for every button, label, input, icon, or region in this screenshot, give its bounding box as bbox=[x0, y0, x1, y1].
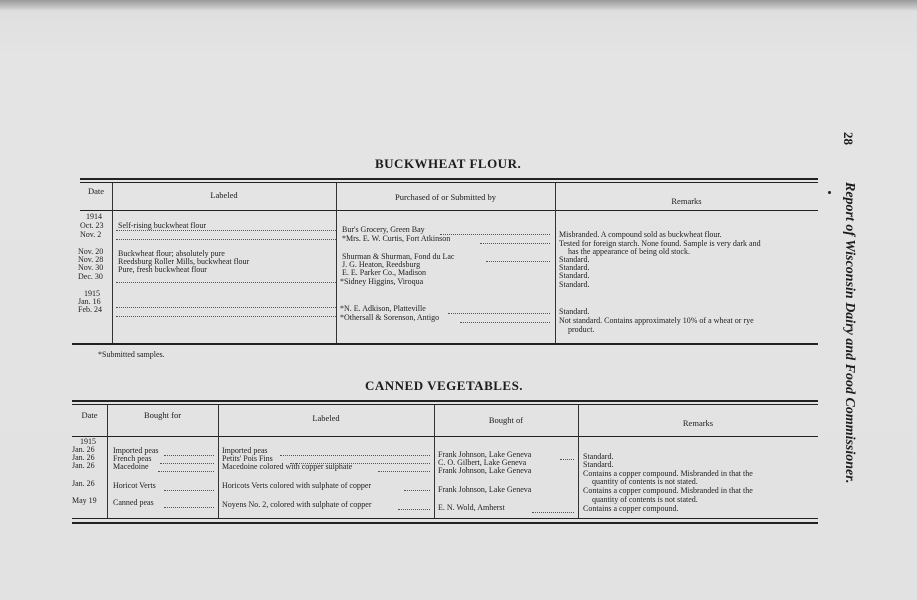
column-rule bbox=[107, 405, 108, 518]
table-rule bbox=[72, 343, 818, 345]
row-labeled: Macedoine colored with copper sulphate bbox=[222, 462, 353, 471]
header-labeled: Labeled bbox=[312, 413, 340, 423]
leader-line bbox=[116, 282, 336, 283]
row-remarks: Standard. bbox=[583, 460, 614, 469]
leader-line bbox=[116, 316, 336, 317]
header-bought-for: Bought for bbox=[143, 410, 182, 420]
canned-title: CANNED VEGETABLES. bbox=[365, 378, 524, 393]
table-rule bbox=[72, 436, 818, 437]
row-purchased: *Mrs. E. W. Curtis, Fort Atkinson bbox=[342, 234, 451, 243]
row-date: Jan. 26 bbox=[72, 479, 95, 488]
leader-line bbox=[116, 239, 336, 240]
leader-line bbox=[164, 507, 214, 508]
leader-line bbox=[378, 471, 430, 472]
leader-line bbox=[160, 463, 214, 464]
leader-line bbox=[480, 243, 550, 244]
row-purchased: E. E. Parker Co., Madison bbox=[342, 268, 426, 277]
header-labeled: Labeled bbox=[210, 190, 238, 200]
row-labeled: Horicots Verts colored with sulphate of copper bbox=[222, 481, 372, 490]
row-purchased: *Othersall & Sorenson, Antigo bbox=[340, 313, 440, 322]
leader-line bbox=[440, 234, 550, 235]
leader-line bbox=[116, 230, 336, 231]
row-bought-for: Horicot Verts bbox=[113, 481, 156, 490]
header-date: Date bbox=[87, 186, 105, 196]
row-remarks: has the appearance of being old stock. bbox=[568, 247, 690, 256]
leader-line bbox=[448, 313, 550, 314]
row-remarks: Standard. bbox=[559, 255, 590, 264]
leader-line bbox=[164, 490, 214, 491]
row-purchased: *Sidney Higgins, Viroqua bbox=[340, 277, 424, 286]
row-remarks: quantity of contents is not stated. bbox=[592, 477, 698, 486]
page-number: 28 bbox=[841, 132, 856, 145]
row-bought-of: C. O. Gilbert, Lake Geneva bbox=[438, 458, 527, 467]
row-remarks: Contains a copper compound. Misbranded in that the bbox=[583, 469, 753, 478]
row-remarks: Standard. bbox=[559, 263, 590, 272]
header-bought-of: Bought of bbox=[488, 415, 524, 425]
leader-line bbox=[116, 307, 336, 308]
row-purchased: Shurman & Shurman, Fond du Lac bbox=[342, 252, 455, 261]
column-rule bbox=[112, 183, 113, 343]
row-date: 1915 bbox=[84, 289, 100, 298]
table-rule bbox=[72, 518, 818, 519]
row-remarks: quantity of contents is not stated. bbox=[592, 495, 698, 504]
row-bought-for: French peas bbox=[113, 454, 152, 463]
row-bought-for: Imported peas bbox=[113, 446, 159, 455]
row-labeled: Buckwheat flour; absolutely pure bbox=[118, 249, 225, 258]
row-bought-of: Frank Johnson, Lake Geneva bbox=[438, 450, 532, 459]
row-remarks: Standard. bbox=[559, 307, 590, 316]
leader-line bbox=[290, 463, 430, 464]
column-rule bbox=[555, 183, 556, 343]
leader-line bbox=[158, 471, 214, 472]
row-labeled: Self-rising buckwheat flour bbox=[118, 221, 206, 230]
row-date: Dec. 30 bbox=[78, 272, 103, 281]
row-date: Feb. 24 bbox=[78, 305, 102, 314]
row-date: Nov. 20 bbox=[78, 247, 104, 256]
row-remarks: Contains a copper compound. Misbranded in that the bbox=[583, 486, 753, 495]
table-rule bbox=[72, 404, 818, 405]
running-header bbox=[838, 132, 860, 552]
buckwheat-footnote: *Submitted samples. bbox=[98, 350, 165, 359]
table-rule bbox=[80, 210, 818, 211]
scan-edge-shadow bbox=[0, 0, 917, 10]
row-remarks: Standard. bbox=[559, 280, 590, 289]
header-remarks: Remarks bbox=[682, 418, 714, 428]
leader-line bbox=[532, 512, 574, 513]
row-bought-for: Macedoine bbox=[113, 462, 149, 471]
table-rule bbox=[80, 178, 818, 180]
running-title: Report of Wisconsin Dairy and Food Commissioner. bbox=[842, 182, 857, 484]
leader-line bbox=[398, 509, 430, 510]
row-labeled: Noyens No. 2, colored with sulphate of copper bbox=[222, 500, 372, 509]
leader-line bbox=[460, 322, 550, 323]
row-purchased: *N. E. Adkison, Platteville bbox=[340, 304, 426, 313]
leader-line bbox=[560, 459, 574, 460]
header-purchased: Purchased of or Submitted by bbox=[394, 192, 497, 202]
leader-line bbox=[280, 455, 430, 456]
row-date: Oct. 23 bbox=[80, 221, 104, 230]
row-date: Jan. 26 bbox=[72, 445, 95, 454]
row-date: Jan. 26 bbox=[72, 453, 95, 462]
row-remarks: Standard. bbox=[559, 271, 590, 280]
buckwheat-title: BUCKWHEAT FLOUR. bbox=[375, 156, 522, 171]
table-rule bbox=[80, 182, 818, 183]
column-rule bbox=[336, 183, 337, 343]
row-remarks: Not standard. Contains approximately 10% of a wheat or rye bbox=[559, 316, 754, 325]
row-date: Jan. 16 bbox=[78, 297, 101, 306]
row-labeled: Reedsburg Roller Mills, buckwheat flour bbox=[118, 257, 250, 266]
leader-line bbox=[164, 455, 214, 456]
row-bought-of: Frank Johnson, Lake Geneva bbox=[438, 466, 532, 475]
row-remarks: Contains a copper compound. bbox=[583, 504, 679, 513]
header-remarks: Remarks bbox=[671, 196, 702, 206]
row-date: Nov. 30 bbox=[78, 263, 104, 272]
row-date: May 19 bbox=[72, 496, 97, 505]
row-remarks: product. bbox=[568, 325, 595, 334]
row-bought-of: Frank Johnson, Lake Geneva bbox=[438, 485, 532, 494]
row-labeled: Imported peas bbox=[222, 446, 268, 455]
header-date: Date bbox=[81, 410, 98, 420]
row-labeled: Pure, fresh buckwheat flour bbox=[118, 265, 207, 274]
row-bought-of: E. N. Wold, Amherst bbox=[438, 503, 505, 512]
row-purchased: Bur's Grocery, Green Bay bbox=[342, 225, 425, 234]
leader-line bbox=[404, 490, 430, 491]
table-rule bbox=[72, 400, 818, 402]
row-remarks: Misbranded. A compound sold as buckwheat flour. bbox=[559, 230, 722, 239]
row-date: 1914 bbox=[86, 212, 102, 221]
row-date: Nov. 2 bbox=[80, 230, 102, 239]
row-labeled: Petits' Pois Fins bbox=[222, 454, 273, 463]
row-purchased: J. G. Heaton, Reedsburg bbox=[342, 260, 421, 269]
row-date: Jan. 26 bbox=[72, 461, 95, 470]
row-remarks: Tested for foreign starch. None found. Sample is very dark and bbox=[559, 239, 761, 248]
row-date: Nov. 28 bbox=[78, 255, 104, 264]
row-remarks: Standard. bbox=[583, 452, 614, 461]
row-bought-for: Canned peas bbox=[113, 498, 154, 507]
table-rule bbox=[72, 522, 818, 524]
leader-line bbox=[486, 261, 550, 262]
header-bullet bbox=[828, 191, 831, 194]
row-date: 1915 bbox=[80, 437, 96, 446]
